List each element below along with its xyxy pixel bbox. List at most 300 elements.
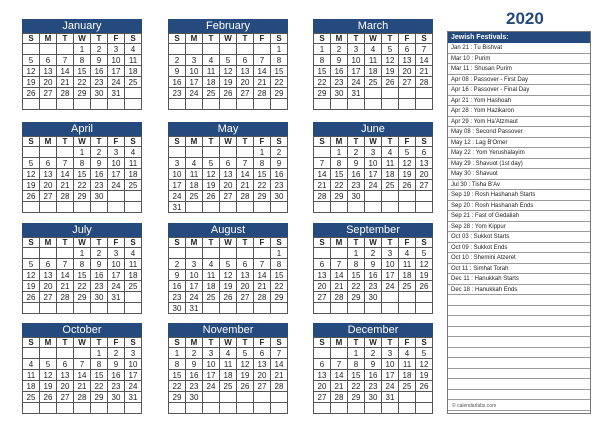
day-cell: 17 [108,66,125,77]
day-cell: 31 [108,88,125,99]
day-cell: 1 [348,348,365,359]
month-december [313,323,433,414]
day-cell: 6 [314,259,331,270]
day-cell: 21 [271,370,288,381]
day-cell: 29 [74,191,91,202]
day-cell: 31 [125,392,142,403]
weekday-header: S [125,238,142,248]
month-title: May [168,122,288,136]
day-cell [23,202,40,213]
day-cell [220,248,237,259]
day-cell: 24 [125,381,142,392]
day-cell: 17 [108,169,125,180]
week-row [169,370,288,381]
weekday-header: T [237,34,254,44]
day-cell: 29 [331,191,348,202]
day-cell: 7 [331,359,348,370]
day-cell: 31 [169,202,186,213]
festival-item: Mar 11 : Shusan Purim [448,64,590,75]
day-cell: 24 [169,191,186,202]
day-cell: 24 [203,381,220,392]
week-row [169,392,288,403]
week-row [169,88,288,99]
day-cell: 10 [108,158,125,169]
festival-item: Apr 08 : Passover - First Day [448,75,590,86]
day-cell [271,403,288,414]
day-cell: 3 [108,147,125,158]
weekday-header: S [169,34,186,44]
day-cell: 4 [23,359,40,370]
festival-item [448,295,590,306]
day-cell [40,348,57,359]
weekday-header: W [74,238,91,248]
day-cell: 5 [23,158,40,169]
weekday-header: S [271,338,288,348]
day-cell [23,99,40,110]
day-cell: 22 [271,77,288,88]
week-row [314,55,433,66]
day-cell: 19 [23,180,40,191]
weekday-header: F [108,238,125,248]
day-cell: 30 [365,292,382,303]
day-cell [416,403,433,414]
day-cell: 23 [271,180,288,191]
day-cell [382,202,399,213]
day-cell: 1 [271,248,288,259]
day-cell [40,44,57,55]
week-row [23,248,142,259]
day-cell: 14 [254,270,271,281]
day-cell: 19 [416,370,433,381]
day-cell: 10 [203,359,220,370]
day-cell: 17 [186,281,203,292]
day-cell: 27 [314,292,331,303]
day-cell: 21 [331,381,348,392]
week-row [314,77,433,88]
day-cell [382,292,399,303]
day-cell [23,348,40,359]
day-cell [237,99,254,110]
day-cell: 18 [125,270,142,281]
day-cell: 27 [237,88,254,99]
day-cell [237,303,254,314]
day-cell: 14 [57,66,74,77]
week-row [314,158,433,169]
day-cell: 26 [23,292,40,303]
day-cell: 18 [203,281,220,292]
day-cell [108,191,125,202]
day-cell: 13 [57,370,74,381]
day-cell: 14 [331,370,348,381]
day-cell: 27 [40,292,57,303]
day-cell: 26 [220,88,237,99]
day-cell: 26 [416,281,433,292]
day-cell: 4 [203,259,220,270]
day-cell: 27 [40,191,57,202]
day-cell: 12 [237,359,254,370]
day-cell: 11 [365,55,382,66]
day-cell: 29 [74,88,91,99]
week-row [23,88,142,99]
day-cell [220,202,237,213]
day-cell [348,303,365,314]
day-cell [237,44,254,55]
day-cell: 30 [271,191,288,202]
day-cell [125,191,142,202]
day-cell: 16 [169,77,186,88]
day-cell: 26 [220,292,237,303]
day-cell: 29 [314,88,331,99]
day-cell: 2 [365,348,382,359]
day-cell [169,99,186,110]
day-cell [186,248,203,259]
day-cell: 29 [271,292,288,303]
day-cell: 28 [57,191,74,202]
day-cell [74,348,91,359]
day-cell: 11 [382,158,399,169]
month-title: April [22,122,142,136]
day-cell: 23 [365,381,382,392]
week-row [23,191,142,202]
day-cell [203,44,220,55]
day-cell [365,403,382,414]
day-cell: 20 [237,77,254,88]
day-cell: 14 [57,270,74,281]
day-cell: 11 [203,66,220,77]
day-cell: 22 [331,180,348,191]
day-cell [203,303,220,314]
day-cell: 20 [254,370,271,381]
day-cell: 16 [169,281,186,292]
festival-item: Jan 21 : Tu Bishvat [448,43,590,54]
week-row [314,281,433,292]
festival-item: Jul 30 : Tisha B'Av [448,180,590,191]
day-cell: 19 [382,66,399,77]
weekday-header: S [416,34,433,44]
day-cell [331,99,348,110]
day-cell: 12 [203,169,220,180]
day-cell: 5 [220,55,237,66]
day-cell [271,202,288,213]
day-cell: 2 [348,147,365,158]
day-cell: 3 [203,348,220,359]
weekday-header: T [203,34,220,44]
day-cell: 4 [186,158,203,169]
weekday-header: M [186,338,203,348]
day-cell [57,99,74,110]
day-cell: 25 [125,77,142,88]
week-row [314,180,433,191]
day-cell: 25 [399,381,416,392]
day-cell: 17 [186,77,203,88]
year-title: 2020 [506,9,544,28]
month-january [22,19,142,110]
week-row [23,169,142,180]
day-cell: 17 [348,66,365,77]
day-cell [314,248,331,259]
weekday-header: T [57,34,74,44]
day-cell: 28 [254,88,271,99]
festivals-title: Jewish Festivals: [448,32,590,43]
day-cell [220,392,237,403]
day-cell: 23 [108,381,125,392]
weekday-header: S [23,338,40,348]
weekday-header: M [331,137,348,147]
day-cell: 23 [91,77,108,88]
day-cell: 13 [220,169,237,180]
day-cell [314,99,331,110]
day-cell: 21 [314,180,331,191]
day-cell [399,99,416,110]
day-cell: 11 [23,370,40,381]
day-cell [220,147,237,158]
weekday-header: M [186,137,203,147]
festivals-panel [447,31,591,414]
day-cell: 15 [314,66,331,77]
weekday-header: T [57,338,74,348]
weekday-header: M [40,137,57,147]
day-cell: 20 [220,180,237,191]
day-cell: 15 [74,169,91,180]
weekday-header: S [125,137,142,147]
day-cell [203,403,220,414]
week-row [314,147,433,158]
month-table [168,33,288,110]
weekday-header: S [169,137,186,147]
weekday-header: T [348,238,365,248]
day-cell [399,88,416,99]
day-cell [314,202,331,213]
week-row [23,403,142,414]
week-row [169,403,288,414]
weekday-header: T [237,137,254,147]
week-row [23,381,142,392]
festival-item [448,316,590,327]
day-cell: 21 [416,66,433,77]
day-cell: 3 [186,55,203,66]
day-cell: 25 [23,392,40,403]
day-cell: 3 [382,248,399,259]
day-cell [399,403,416,414]
day-cell: 2 [91,248,108,259]
day-cell [23,147,40,158]
week-row [23,147,142,158]
day-cell: 28 [57,88,74,99]
weekday-header: T [203,137,220,147]
day-cell: 23 [186,381,203,392]
day-cell: 17 [125,370,142,381]
day-cell: 20 [237,281,254,292]
week-row [23,44,142,55]
day-cell [169,44,186,55]
day-cell: 16 [365,370,382,381]
day-cell: 1 [74,147,91,158]
week-row [169,55,288,66]
day-cell: 24 [365,180,382,191]
day-cell [254,99,271,110]
month-title: March [313,19,433,33]
day-cell: 15 [91,370,108,381]
day-cell: 27 [416,180,433,191]
day-cell: 17 [382,270,399,281]
day-cell: 15 [254,169,271,180]
day-cell: 22 [169,381,186,392]
month-july [22,223,142,314]
day-cell: 21 [254,77,271,88]
day-cell: 3 [186,259,203,270]
day-cell [91,202,108,213]
week-row [169,147,288,158]
day-cell [40,202,57,213]
day-cell: 30 [91,88,108,99]
week-row [314,392,433,403]
day-cell: 16 [271,169,288,180]
day-cell: 26 [23,88,40,99]
day-cell: 14 [74,370,91,381]
day-cell: 6 [40,55,57,66]
day-cell [125,99,142,110]
day-cell: 11 [399,259,416,270]
day-cell: 9 [331,55,348,66]
day-cell: 2 [91,44,108,55]
day-cell: 30 [365,392,382,403]
day-cell: 5 [40,359,57,370]
day-cell [314,348,331,359]
festival-item [448,369,590,380]
week-row [314,202,433,213]
day-cell: 7 [57,55,74,66]
day-cell: 9 [348,158,365,169]
day-cell [237,392,254,403]
day-cell: 28 [331,392,348,403]
day-cell: 8 [271,259,288,270]
weekday-header: W [220,338,237,348]
day-cell [365,202,382,213]
day-cell: 18 [382,169,399,180]
day-cell: 8 [169,359,186,370]
weekday-header: W [365,238,382,248]
month-title: June [313,122,433,136]
day-cell: 5 [237,348,254,359]
month-table [313,337,433,414]
day-cell: 19 [40,381,57,392]
day-cell [331,348,348,359]
day-cell [331,403,348,414]
day-cell [125,292,142,303]
day-cell: 21 [74,381,91,392]
day-cell [399,202,416,213]
day-cell: 22 [74,281,91,292]
day-cell: 12 [382,55,399,66]
day-cell: 6 [416,147,433,158]
day-cell [186,202,203,213]
day-cell: 10 [348,55,365,66]
month-table [22,33,142,110]
day-cell: 11 [220,359,237,370]
day-cell: 5 [399,147,416,158]
month-title: August [168,223,288,237]
day-cell: 5 [416,248,433,259]
day-cell: 4 [399,348,416,359]
weekday-header: F [399,338,416,348]
copyright-text: © calendarlabs.com [452,403,497,409]
day-cell: 2 [108,348,125,359]
month-table [313,33,433,110]
week-row [314,270,433,281]
day-cell [271,99,288,110]
day-cell: 24 [108,180,125,191]
day-cell [254,392,271,403]
day-cell: 6 [220,158,237,169]
day-cell: 18 [365,66,382,77]
week-row [314,66,433,77]
day-cell: 1 [74,44,91,55]
weekday-header: F [399,238,416,248]
day-cell: 20 [40,180,57,191]
day-cell: 12 [23,169,40,180]
day-cell: 6 [399,44,416,55]
day-cell: 23 [169,88,186,99]
week-row [314,99,433,110]
day-cell: 23 [91,281,108,292]
day-cell: 10 [365,158,382,169]
festival-item: Dec 18 : Hanukkah Ends [448,285,590,296]
day-cell: 24 [186,292,203,303]
week-row [169,202,288,213]
day-cell: 19 [237,370,254,381]
day-cell: 10 [108,55,125,66]
day-cell [169,248,186,259]
day-cell [74,202,91,213]
day-cell [416,191,433,202]
weekday-header: T [348,338,365,348]
day-cell [382,99,399,110]
week-row [169,180,288,191]
day-cell: 28 [331,292,348,303]
day-cell [23,44,40,55]
day-cell: 15 [348,370,365,381]
weekday-header: M [186,238,203,248]
day-cell: 4 [399,248,416,259]
day-cell: 4 [365,44,382,55]
day-cell: 7 [74,359,91,370]
day-cell: 23 [348,180,365,191]
day-cell [74,303,91,314]
weekday-header: F [399,137,416,147]
festival-item: May 30 : Shavuot [448,169,590,180]
day-cell: 26 [237,381,254,392]
month-title: February [168,19,288,33]
day-cell [125,202,142,213]
day-cell [416,202,433,213]
weekday-header: T [91,137,108,147]
week-row [23,180,142,191]
day-cell: 25 [399,281,416,292]
day-cell: 10 [382,359,399,370]
festival-item: May 22 : Yom Yerushalayim [448,148,590,159]
day-cell: 30 [169,303,186,314]
week-row [169,77,288,88]
day-cell [365,303,382,314]
day-cell: 1 [331,147,348,158]
day-cell: 8 [91,359,108,370]
day-cell [331,248,348,259]
day-cell: 4 [382,147,399,158]
day-cell: 6 [314,359,331,370]
day-cell: 29 [348,392,365,403]
day-cell: 11 [203,270,220,281]
day-cell: 3 [125,348,142,359]
